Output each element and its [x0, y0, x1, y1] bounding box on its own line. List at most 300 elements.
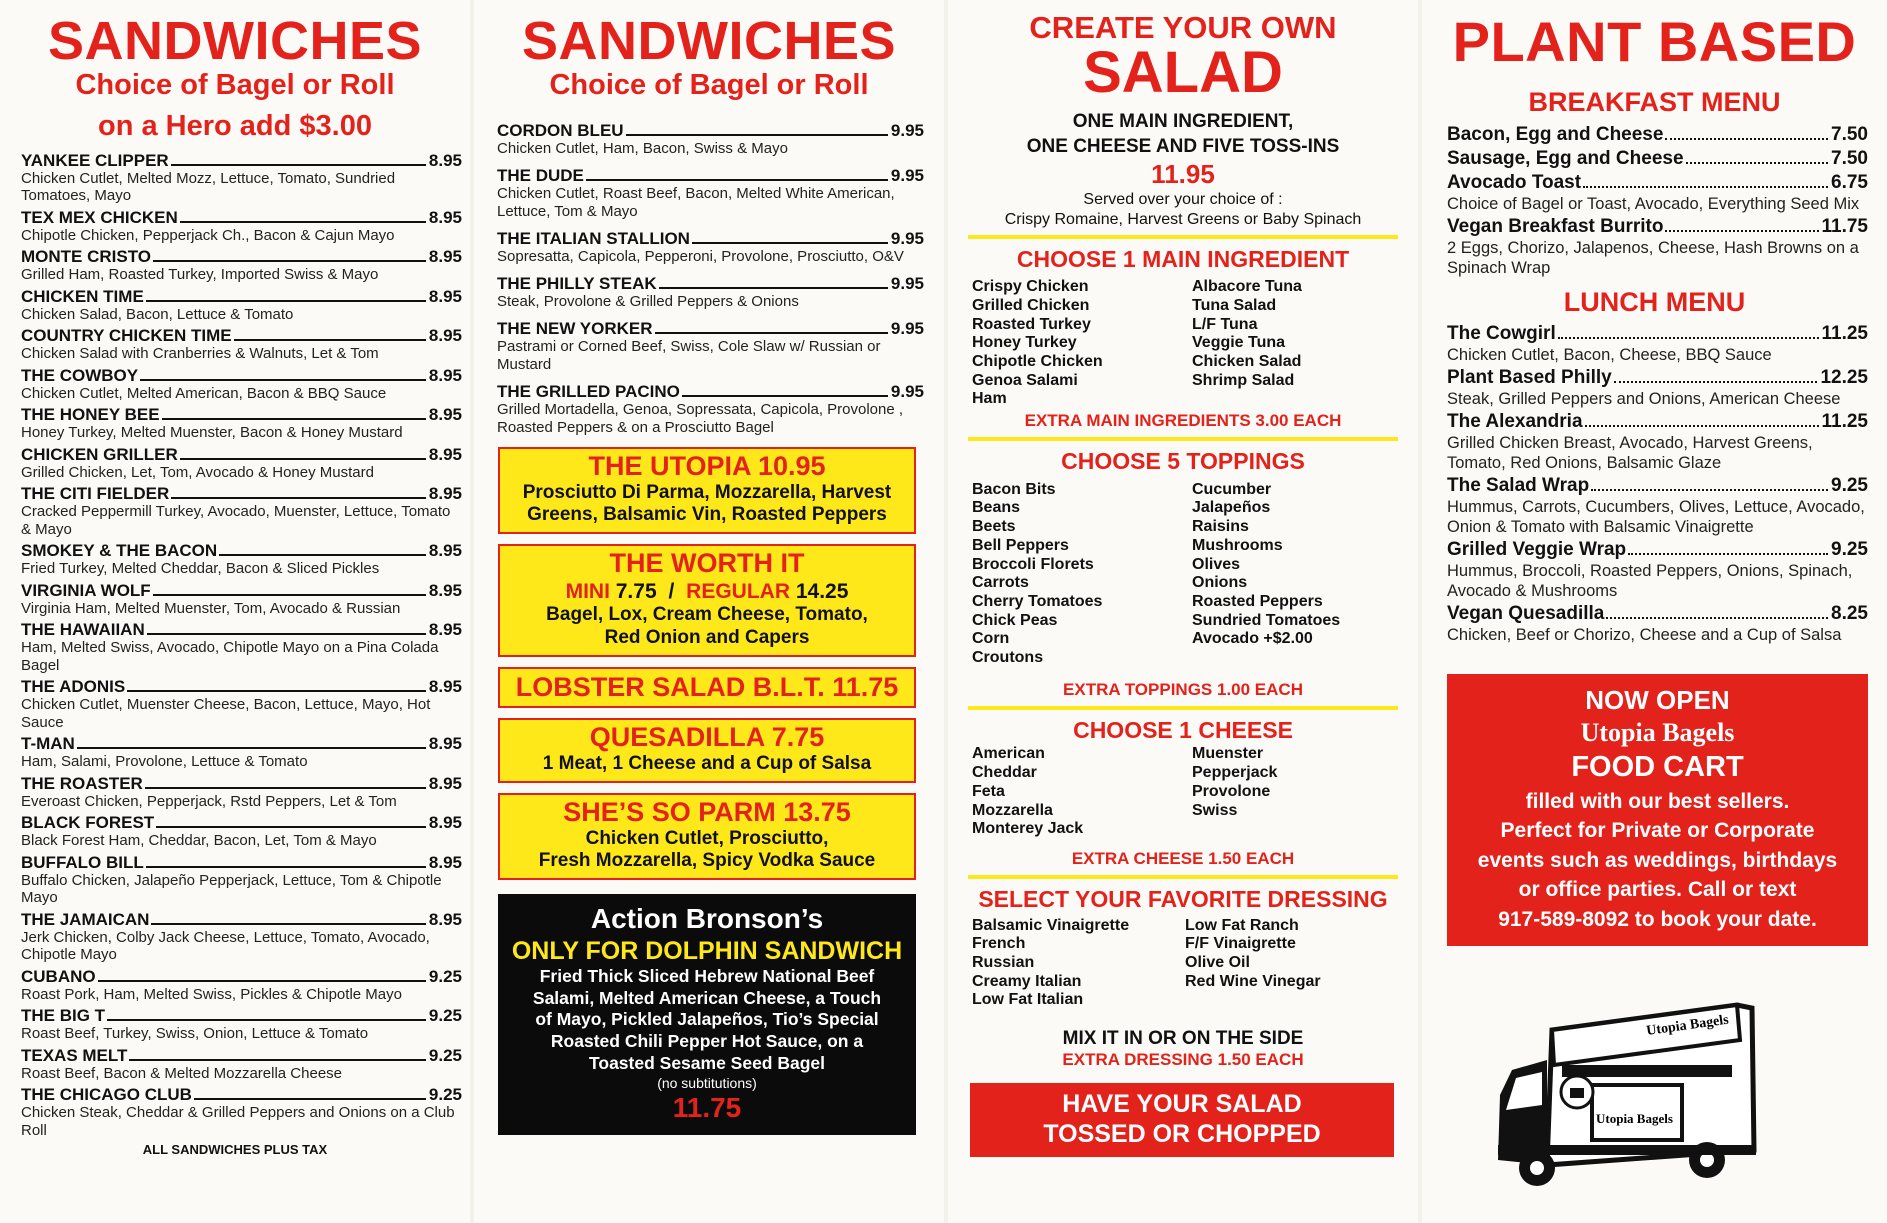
bronson-description	[508, 966, 906, 1075]
price-leader	[1614, 381, 1818, 383]
main-ingredient-title: CHOOSE 1 MAIN INGREDIENT	[1016, 245, 1350, 272]
food-truck-icon	[1492, 1000, 1772, 1190]
menu-item-price: 9.25	[428, 1006, 462, 1026]
dressing-option: Balsamic Vinaigrette	[972, 916, 1130, 934]
bronson-line: Toasted Sesame Seed Bagel	[588, 1053, 826, 1074]
dressing-option: Low Fat Italian	[972, 991, 1084, 1009]
menu-item	[21, 1085, 462, 1139]
menu-item-header	[21, 287, 462, 306]
regular-price: 14.25	[795, 579, 849, 603]
topping: Beets	[972, 518, 1016, 536]
bronson-line: Salami, Melted American Cheese, a Touch	[532, 987, 882, 1008]
parm-box	[498, 793, 916, 880]
banner-line: TOSSED OR CHOPPED	[1043, 1119, 1321, 1148]
main-ingredient: L/F Tuna	[1192, 315, 1258, 333]
main-ingredient: Tuna Salad	[1192, 296, 1277, 314]
menu-item	[497, 121, 924, 158]
worth-it-box	[498, 544, 916, 656]
menu-item-header	[21, 366, 462, 385]
price-leader	[1558, 337, 1819, 339]
menu-item-name: THE CITI FIELDER	[21, 484, 170, 504]
price-leader	[145, 787, 426, 789]
price-leader	[98, 980, 426, 982]
menu-item-price: 9.95	[890, 228, 924, 248]
salad-price: 11.95	[1151, 159, 1215, 190]
parm-line: Fresh Mozzarella, Spicy Vodka Sauce	[538, 850, 876, 872]
main-ingredient-list	[948, 272, 1418, 409]
menu-item-header	[1447, 216, 1868, 238]
utopia-title: THE UTOPIA 10.95	[588, 450, 826, 481]
menu-item-price: 8.95	[428, 444, 462, 464]
menu-item-name: THE ADONIS	[21, 677, 126, 697]
menu-item-price: 11.75	[1821, 215, 1868, 237]
menu-item-description: Cracked Peppermill Turkey, Avocado, Muenster, Lettuce, Tomato & Mayo	[21, 503, 451, 538]
price-leader	[234, 339, 426, 341]
worth-it-title: THE WORTH IT	[609, 548, 805, 579]
salad-panel	[948, 0, 1418, 1223]
menu-item-description: Chicken Cutlet, Roast Beef, Bacon, Melted White American, Lettuce, Tom & Mayo	[497, 184, 895, 220]
mini-label: MINI	[565, 579, 610, 603]
price-leader	[682, 395, 888, 397]
divider	[968, 437, 1398, 441]
menu-item-description: Black Forest Ham, Cheddar, Bacon, Let, Tom & Mayo	[21, 832, 377, 850]
menu-item-name: The Salad Wrap	[1447, 475, 1590, 497]
promo-line: events such as weddings, birthdays	[1477, 848, 1838, 872]
menu-item-price: 11.25	[1821, 411, 1868, 433]
promo-now-open: NOW OPEN	[1585, 685, 1730, 716]
cheese-option: Swiss	[1192, 801, 1238, 819]
menu-item	[21, 910, 462, 964]
cheese-list	[948, 743, 1418, 839]
price-leader	[586, 179, 888, 181]
menu-item	[1447, 124, 1868, 146]
menu-item-description: Pastrami or Corned Beef, Swiss, Cole Slaw w/ Russian or Mustard	[497, 337, 881, 373]
truck-brand-roof: Utopia Bagels	[1645, 1012, 1730, 1039]
menu-item-header	[21, 910, 462, 929]
menu-item	[497, 382, 924, 437]
price-leader	[171, 164, 426, 166]
menu-item-name: Grilled Veggie Wrap	[1447, 539, 1627, 561]
dressing-option: Olive Oil	[1185, 954, 1250, 972]
menu-item-description: Chicken Cutlet, Ham, Bacon, Swiss & Mayo	[497, 139, 788, 157]
price-leader	[1585, 425, 1819, 427]
menu-item-price: 9.25	[428, 1045, 462, 1065]
menu-item	[1447, 603, 1868, 645]
menu-item	[21, 445, 462, 482]
menu-item-price: 8.95	[428, 813, 462, 833]
menu-item-name: YANKEE CLIPPER	[21, 150, 169, 170]
menu-item-price: 11.25	[1821, 323, 1868, 345]
menu-item-description: Chicken, Beef or Chorizo, Cheese and a Cup of Salsa	[1447, 626, 1842, 645]
menu-item-name: THE HAWAIIAN	[21, 620, 145, 640]
menu-item	[21, 484, 462, 538]
topping: Sundried Tomatoes	[1192, 611, 1341, 629]
create-your-own: CREATE YOUR OWN	[1029, 10, 1337, 45]
panel-subtitle: Choice of Bagel or Roll	[549, 69, 869, 101]
menu-item-price: 8.95	[428, 541, 462, 561]
dressing-list	[948, 913, 1418, 1011]
tax-footnote: ALL SANDWICHES PLUS TAX	[142, 1142, 328, 1158]
menu-item-header	[1447, 603, 1868, 625]
menu-item-name: TEX MEX CHICKEN	[21, 207, 178, 227]
cheese-title: CHOOSE 1 CHEESE	[1073, 717, 1293, 744]
bronson-line: of Mayo, Pickled Jalapeños, Tio’s Special	[535, 1009, 879, 1030]
menu-item-description: Roast Pork, Ham, Melted Swiss, Pickles & Chipotle Mayo	[21, 985, 402, 1003]
topping: Mushrooms	[1192, 536, 1283, 554]
menu-item-header	[21, 208, 462, 227]
menu-item-header	[21, 774, 462, 793]
price-leader	[180, 458, 426, 460]
lunch-list	[1422, 317, 1887, 645]
menu-item	[1447, 411, 1868, 473]
panel-title: SANDWICHES	[47, 11, 422, 71]
cheese-option: Pepperjack	[1192, 764, 1278, 782]
cheese-option: Monterey Jack	[972, 820, 1084, 838]
bronson-subtitle: ONLY FOR DOLPHIN SANDWICH	[511, 936, 903, 965]
menu-item-name: THE HONEY BEE	[21, 405, 160, 425]
menu-item-price: 9.25	[1831, 539, 1868, 561]
menu-item-name: COUNTRY CHICKEN TIME	[21, 326, 232, 346]
topping: Carrots	[972, 574, 1029, 592]
topping: Bacon Bits	[972, 480, 1056, 498]
menu-item-header	[497, 382, 924, 401]
main-ingredient: Albacore Tuna	[1192, 278, 1302, 296]
topping: Cherry Tomatoes	[972, 592, 1103, 610]
menu-item	[21, 677, 462, 731]
menu-item-name: THE NEW YORKER	[497, 318, 653, 338]
truck-brand-side: Utopia Bagels	[1596, 1111, 1673, 1126]
mini-price: 7.75	[615, 579, 657, 603]
panel-title: PLANT BASED	[1452, 10, 1857, 73]
menu-item	[21, 1046, 462, 1083]
menu-item-price: 9.25	[1831, 475, 1868, 497]
topping: Avocado +$2.00	[1192, 630, 1313, 648]
main-ingredients-right	[1192, 278, 1302, 409]
menu-item-description: Grilled Mortadella, Genoa, Sopressata, Capicola, Provolone , Roasted Peppers & on a Prosciutto Bagel	[497, 400, 904, 436]
menu-item-header	[1447, 539, 1868, 561]
menu-item-description: Chipotle Chicken, Pepperjack Ch., Bacon & Cajun Mayo	[21, 226, 395, 244]
menu-item	[21, 366, 462, 403]
menu-item-header	[21, 734, 462, 753]
dressing-option: French	[972, 935, 1026, 953]
menu-item-name: The Alexandria	[1447, 411, 1583, 433]
topping: Beans	[972, 499, 1021, 517]
main-ingredient: Chipotle Chicken	[972, 352, 1103, 370]
menu-item	[497, 166, 924, 221]
price-leader	[147, 633, 426, 635]
menu-item	[21, 247, 462, 284]
menu-item	[21, 287, 462, 324]
menu-item-header	[21, 541, 462, 560]
menu-item	[1447, 323, 1868, 365]
price-leader	[1628, 553, 1828, 555]
menu-item-price: 8.95	[428, 207, 462, 227]
main-ingredient: Crispy Chicken	[972, 278, 1089, 296]
main-ingredient: Roasted Turkey	[972, 315, 1091, 333]
worth-it-line: Bagel, Lox, Cream Cheese, Tomato,	[546, 604, 868, 626]
bronson-price: 11.75	[672, 1092, 742, 1124]
menu-item-description: Grilled Chicken, Let, Tom, Avocado & Honey Mustard	[21, 463, 374, 481]
topping: Bell Peppers	[972, 536, 1069, 554]
main-ingredient: Chicken Salad	[1192, 352, 1302, 370]
menu-item-header	[497, 121, 924, 140]
menu-item-header	[497, 274, 924, 293]
menu-item-description: Chicken Salad with Cranberries & Walnuts, Let & Tom	[21, 345, 379, 363]
dressing-option: Creamy Italian	[972, 972, 1082, 990]
price-leader	[151, 923, 425, 925]
menu-item-description: Chicken Cutlet, Muenster Cheese, Bacon, Lettuce, Mayo, Hot Sauce	[21, 696, 431, 731]
menu-item-header	[1447, 411, 1868, 433]
menu-item-description: Sopresatta, Capicola, Pepperoni, Provolone, Prosciutto, O&V	[497, 247, 904, 265]
menu-item-header	[21, 247, 462, 266]
menu-item-description: Chicken Salad, Bacon, Lettuce & Tomato	[21, 305, 294, 323]
menu-item	[1447, 539, 1868, 601]
price-leader	[659, 287, 888, 289]
cheese-option: Provolone	[1192, 782, 1271, 800]
panel-title: SANDWICHES	[521, 11, 896, 71]
menu-item-price: 9.95	[890, 381, 924, 401]
action-bronson-box	[498, 894, 916, 1135]
price-leader	[171, 497, 426, 499]
menu-item-price: 12.25	[1820, 367, 1868, 389]
menu-item-name: THE COWBOY	[21, 365, 139, 385]
menu-item-name: THE ITALIAN STALLION	[497, 228, 690, 248]
menu-item-name: Vegan Breakfast Burrito	[1447, 215, 1664, 237]
bronson-note: (no subtitutions)	[657, 1075, 757, 1092]
menu-item-name: Avocado Toast	[1447, 171, 1582, 193]
tossed-banner	[970, 1083, 1394, 1157]
parm-line: Chicken Cutlet, Prosciutto,	[585, 827, 829, 849]
promo-line: or office parties. Call or text	[1518, 878, 1797, 902]
cheese-option: Mozzarella	[972, 801, 1053, 819]
menu-item-header	[1447, 124, 1868, 146]
menu-item-name: VIRGINIA WOLF	[21, 580, 151, 600]
price-leader	[692, 242, 888, 244]
menu-item-name: SMOKEY & THE BACON	[21, 541, 218, 561]
menu-item-description: Hummus, Broccoli, Roasted Peppers, Onions, Spinach, Avocado & Mushrooms	[1447, 562, 1853, 601]
divider	[968, 706, 1398, 710]
menu-item-header	[21, 853, 462, 872]
breakfast-title: BREAKFAST MENU	[1528, 87, 1781, 117]
menu-item-price: 9.95	[890, 318, 924, 338]
menu-item-description: Fried Turkey, Melted Cheddar, Bacon & Sliced Pickles	[21, 560, 380, 578]
parm-title: SHE’S SO PARM 13.75	[563, 796, 851, 827]
dressing-title: SELECT YOUR FAVORITE DRESSING	[978, 886, 1388, 913]
cheese-extra: EXTRA CHEESE 1.50 EACH	[1071, 848, 1295, 868]
cheese-option: American	[972, 745, 1045, 763]
promo-line: Perfect for Private or Corporate	[1500, 819, 1815, 843]
menu-item-description: Chicken Cutlet, Bacon, Cheese, BBQ Sauce	[1447, 346, 1772, 365]
price-leader	[156, 826, 426, 828]
bronson-title: Action Bronson’s	[590, 903, 824, 935]
menu-item	[21, 734, 462, 771]
menu-item-price: 8.95	[428, 909, 462, 929]
menu-item-header	[21, 326, 462, 345]
bronson-line: Roasted Chili Pepper Hot Sauce, on a	[550, 1031, 864, 1052]
menu-item-description: Steak, Grilled Peppers and Onions, American Cheese	[1447, 390, 1841, 409]
menu-item-name: THE JAMAICAN	[21, 909, 150, 929]
menu-item-header	[21, 581, 462, 600]
menu-item-header	[497, 319, 924, 338]
menu-item-name: CHICKEN GRILLER	[21, 444, 178, 464]
lunch-title: LUNCH MENU	[1563, 286, 1746, 317]
menu-item	[21, 208, 462, 245]
quesadilla-title: QUESADILLA 7.75	[589, 722, 825, 753]
menu-item-name: TEXAS MELT	[21, 1045, 128, 1065]
menu-item-description: Grilled Ham, Roasted Turkey, Imported Swiss & Mayo	[21, 266, 379, 284]
banner-line: HAVE YOUR SALAD	[1062, 1089, 1302, 1118]
menu-item	[1447, 172, 1868, 214]
menu-item-description: Chicken Cutlet, Melted Mozz, Lettuce, Tomato, Sundried Tomatoes, Mayo	[21, 169, 396, 205]
menu-item-price: 9.95	[890, 165, 924, 185]
main-ingredient: Veggie Tuna	[1192, 334, 1286, 352]
menu-item-price: 8.95	[428, 852, 462, 872]
menu-item-description: Ham, Salami, Provolone, Lettuce & Tomato	[21, 753, 308, 771]
menu-item-header	[21, 1006, 462, 1025]
menu-item-header	[21, 677, 462, 696]
cheese-option: Cheddar	[972, 764, 1037, 782]
menu-item	[497, 229, 924, 266]
menu-item	[1447, 475, 1868, 537]
menu-item-description: Grilled Chicken Breast, Avocado, Harvest Greens, Tomato, Red Onions, Balsamic Glaze	[1447, 434, 1813, 473]
menu-item-name: Sausage, Egg and Cheese	[1447, 147, 1684, 169]
menu-item-header	[1447, 475, 1868, 497]
cheese-option: Feta	[972, 782, 1005, 800]
menu-item-header	[497, 166, 924, 185]
menu-item-header	[21, 405, 462, 424]
menu-item-name: CUBANO	[21, 966, 96, 986]
promo-text	[1451, 787, 1864, 934]
menu-item-price: 8.95	[428, 247, 462, 267]
menu-item-name: CORDON BLEU	[497, 120, 624, 140]
dressing-option: Russian	[972, 954, 1035, 972]
price-leader	[127, 690, 426, 692]
menu-item-header	[1447, 148, 1868, 170]
price-leader	[77, 747, 426, 749]
menu-item-header	[21, 620, 462, 639]
menu-item-name: THE DUDE	[497, 165, 584, 185]
dressing-option: F/F Vinaigrette	[1185, 935, 1296, 953]
price-leader	[153, 594, 426, 596]
menu-item-description: 2 Eggs, Chorizo, Jalapenos, Cheese, Hash Browns on a Spinach Wrap	[1447, 238, 1859, 277]
menu-item-price: 8.95	[428, 365, 462, 385]
topping: Onions	[1192, 574, 1248, 592]
menu-item-name: The Cowgirl	[1447, 323, 1556, 345]
quesadilla-box	[498, 718, 916, 782]
menu-item	[21, 541, 462, 578]
menu-item-description: Ham, Melted Swiss, Avocado, Chipotle Mayo on a Pina Colada Bagel	[21, 639, 439, 674]
menu-item-price: 9.25	[428, 966, 462, 986]
menu-item-name: MONTE CRISTO	[21, 247, 152, 267]
menu-item	[21, 774, 462, 811]
menu-item-price: 7.50	[1831, 123, 1868, 145]
sandwiches-panel-1	[0, 0, 470, 1223]
menu-item-price: 7.50	[1831, 147, 1868, 169]
utopia-box	[498, 447, 916, 534]
plant-based-panel	[1422, 0, 1887, 1223]
price-leader	[146, 300, 426, 302]
quesadilla-line: 1 Meat, 1 Cheese and a Cup of Salsa	[542, 753, 872, 775]
greens-options: Crispy Romaine, Harvest Greens or Baby Spinach	[1004, 210, 1362, 228]
toppings-list	[948, 475, 1418, 668]
hero-note: on a Hero add $3.00	[98, 109, 372, 142]
menu-item-name: THE BIG T	[21, 1006, 106, 1026]
menu-item	[21, 967, 462, 1004]
bronson-line: Fried Thick Sliced Hebrew National Beef	[539, 965, 875, 986]
menu-item-name: BUFFALO BILL	[21, 852, 144, 872]
price-leader	[1665, 230, 1818, 232]
menu-item-header	[497, 229, 924, 248]
price-leader	[162, 418, 426, 420]
menu-item-price: 8.95	[428, 150, 462, 170]
menu-item-description: Everoast Chicken, Pepperjack, Rstd Peppers, Let & Tom	[21, 792, 397, 810]
topping: Olives	[1192, 555, 1241, 573]
divider	[968, 235, 1398, 239]
menu-item-header	[21, 445, 462, 464]
topping: Roasted Peppers	[1192, 592, 1323, 610]
price-leader	[655, 332, 888, 334]
menu-item-price: 8.95	[428, 286, 462, 306]
price-leader	[146, 866, 426, 868]
menu-item-description: Virginia Ham, Melted Muenster, Tom, Avocado & Russian	[21, 599, 401, 617]
utopia-line: Prosciutto Di Parma, Mozzarella, Harvest	[522, 481, 892, 503]
main-extra: EXTRA MAIN INGREDIENTS 3.00 EACH	[1024, 411, 1342, 431]
dressing-extra: EXTRA DRESSING 1.50 EACH	[1062, 1050, 1304, 1070]
price-leader	[194, 1098, 426, 1100]
main-ingredient: Genoa Salami	[972, 371, 1078, 389]
menu-item-name: THE GRILLED PACINO	[497, 381, 680, 401]
topping: Croutons	[972, 649, 1044, 667]
price-leader	[1591, 489, 1828, 491]
menu-item-description: Jerk Chicken, Colby Jack Cheese, Lettuce, Tomato, Avocado, Chipotle Mayo	[21, 928, 430, 964]
served-over: Served over your choice of :	[1083, 191, 1283, 209]
lobster-box	[498, 667, 916, 709]
main-ingredients-left	[972, 278, 1192, 409]
price-leader	[153, 260, 426, 262]
menu-item-price: 9.95	[890, 273, 924, 293]
salad-rule: ONE MAIN INGREDIENT,	[1072, 110, 1294, 132]
price-leader	[1686, 162, 1828, 164]
main-ingredient: Ham	[972, 390, 1007, 408]
menu-item-header	[1447, 172, 1868, 194]
price-leader	[107, 1019, 426, 1021]
menu-item-name: THE CHICAGO CLUB	[21, 1085, 192, 1105]
menu-item-description: Honey Turkey, Melted Muenster, Bacon & Honey Mustard	[21, 424, 403, 442]
menu-item-name: Vegan Quesadilla	[1447, 603, 1605, 625]
menu-item-price: 9.25	[428, 1085, 462, 1105]
menu-item-description: Roast Beef, Turkey, Swiss, Onion, Lettuce & Tomato	[21, 1025, 369, 1043]
price-leader	[626, 134, 888, 136]
topping: Broccoli Florets	[972, 555, 1094, 573]
worth-it-line: Red Onion and Capers	[604, 626, 810, 648]
toppings-extra: EXTRA TOPPINGS 1.00 EACH	[1063, 679, 1303, 699]
regular-label: REGULAR	[686, 579, 790, 603]
menu-item-header	[1447, 323, 1868, 345]
menu-item-name: CHICKEN TIME	[21, 286, 144, 306]
food-cart-promo	[1447, 674, 1868, 946]
utopia-line: Greens, Balsamic Vin, Roasted Peppers	[527, 504, 887, 526]
menu-item-name: T-MAN	[21, 734, 75, 754]
menu-item-price: 8.95	[428, 773, 462, 793]
menu-item-price: 9.95	[890, 120, 924, 140]
menu-item-name: Plant Based Philly	[1447, 367, 1612, 389]
promo-brand: Utopia Bagels	[1580, 717, 1735, 747]
promo-food-cart: FOOD CART	[1571, 751, 1744, 784]
menu-item-header	[21, 1085, 462, 1104]
cheese-right	[1192, 745, 1277, 839]
menu-item-description: Chicken Steak, Cheddar & Grilled Peppers and Onions on a Club Roll	[21, 1104, 455, 1139]
promo-line: filled with our best sellers.	[1525, 790, 1790, 814]
